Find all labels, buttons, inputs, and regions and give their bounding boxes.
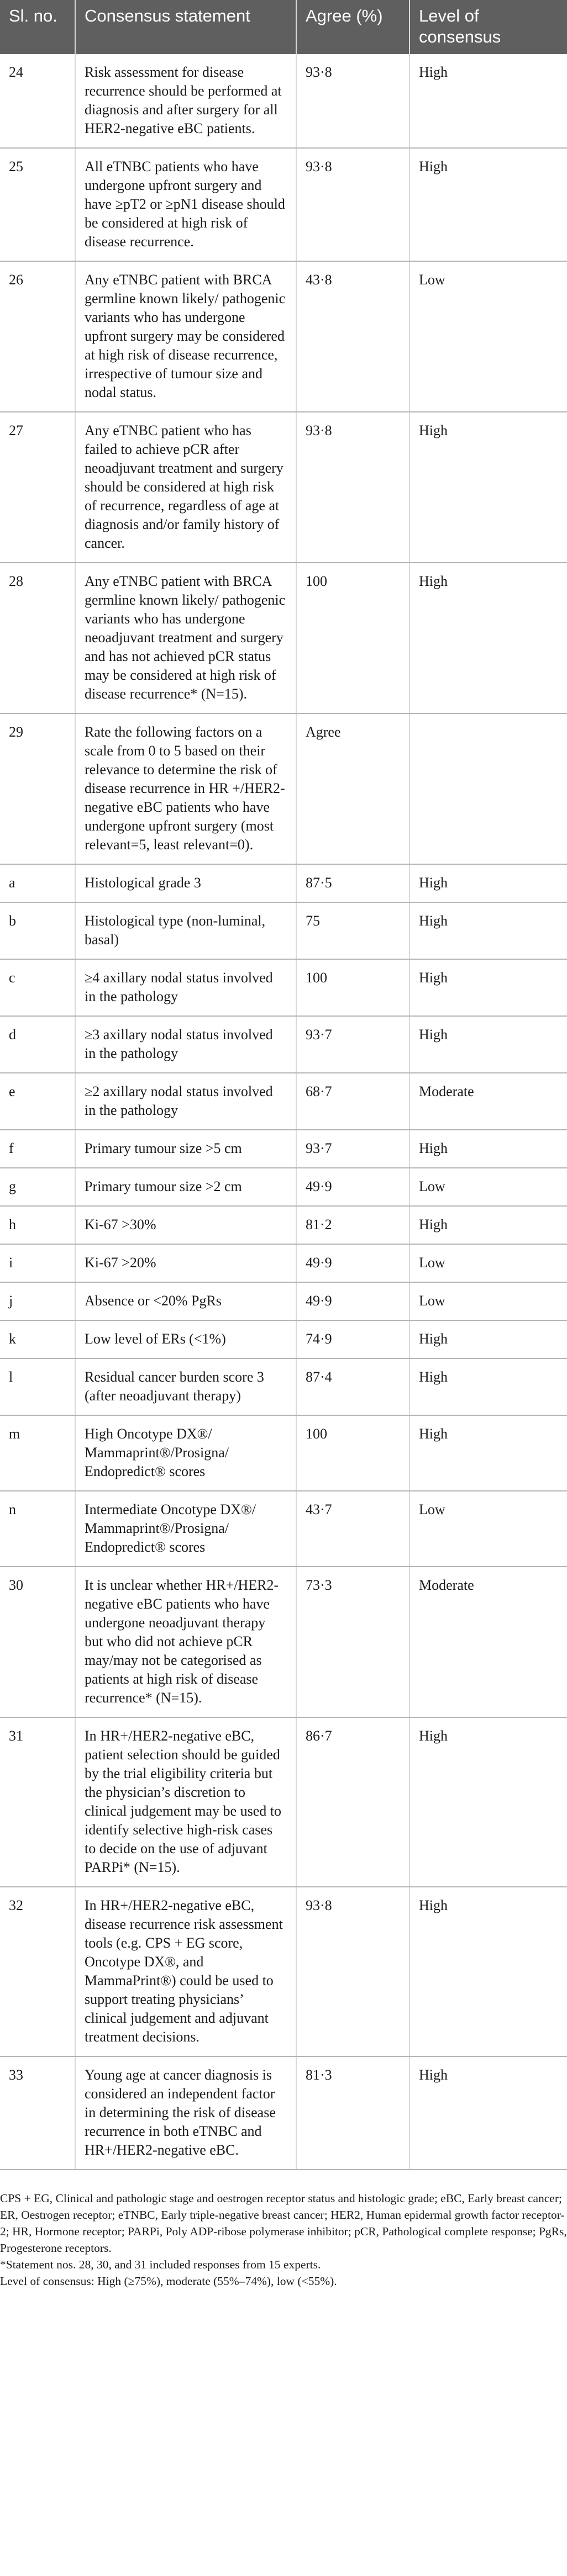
cell-level-of-consensus: High xyxy=(410,1887,567,2056)
cell-consensus-statement: ≥2 axillary nodal status involved in the pathology xyxy=(75,1073,296,1130)
cell-agree-percent: 49·9 xyxy=(296,1244,410,1282)
cell-sl-no: 32 xyxy=(0,1887,75,2056)
cell-agree-percent: 93·8 xyxy=(296,54,410,148)
cell-level-of-consensus: Low xyxy=(410,1168,567,1206)
cell-agree-percent: 93·7 xyxy=(296,1016,410,1073)
cell-level-of-consensus: Moderate xyxy=(410,1567,567,1717)
cell-agree-percent: 49·9 xyxy=(296,1168,410,1206)
table-row xyxy=(0,1206,567,1244)
cell-level-of-consensus: High xyxy=(410,2056,567,2170)
table-row xyxy=(0,864,567,902)
cell-consensus-statement: Primary tumour size >2 cm xyxy=(75,1168,296,1206)
cell-agree-percent: 87·5 xyxy=(296,864,410,902)
cell-sl-no: j xyxy=(0,1282,75,1320)
cell-consensus-statement: Histological grade 3 xyxy=(75,864,296,902)
footnote-abbreviations: CPS + EG, Clinical and pathologic stage and oestrogen receptor status and histologic grade; eBC, Early breast cancer; ER, Oestrogen receptor; eTNBC, Early triple-negative breast cancer; HER2, Human epidermal growth factor receptor-2; HR, Hormone receptor; PARPi, Poly ADP-ribose polymerase inhibitor; pCR, Pathological complete response; PgRs, Progesterone receptors. xyxy=(0,2192,567,2255)
table-row xyxy=(0,148,567,261)
cell-level-of-consensus: High xyxy=(410,959,567,1016)
table-row xyxy=(0,563,567,713)
cell-consensus-statement: Risk assessment for disease recurrence should be performed at diagnosis and after surgery for all HER2-negative eBC patients. xyxy=(75,54,296,148)
cell-sl-no: a xyxy=(0,864,75,902)
cell-level-of-consensus: High xyxy=(410,902,567,959)
cell-agree-percent: 81·2 xyxy=(296,1206,410,1244)
cell-agree-percent: 43·7 xyxy=(296,1491,410,1567)
cell-consensus-statement: Young age at cancer diagnosis is considered an independent factor in determining the risk of disease recurrence in both eTNBC and HR+/HER2-negative eBC. xyxy=(75,2056,296,2170)
cell-consensus-statement: In HR+/HER2-negative eBC, patient selection should be guided by the trial eligibility criteria but the physician’s discretion to clinical judgement may be used to identify selective high-risk cases to decide on the use of adjuvant PARPi* (N=15). xyxy=(75,1717,296,1887)
table-row xyxy=(0,1016,567,1073)
cell-sl-no: n xyxy=(0,1491,75,1567)
cell-consensus-statement: Histological type (non-luminal, basal) xyxy=(75,902,296,959)
cell-consensus-statement: Primary tumour size >5 cm xyxy=(75,1130,296,1168)
cell-agree-percent: 100 xyxy=(296,1415,410,1491)
cell-sl-no: 31 xyxy=(0,1717,75,1887)
cell-sl-no: d xyxy=(0,1016,75,1073)
cell-level-of-consensus: Low xyxy=(410,1282,567,1320)
cell-sl-no: 26 xyxy=(0,261,75,412)
cell-level-of-consensus: High xyxy=(410,1016,567,1073)
cell-sl-no: g xyxy=(0,1168,75,1206)
table-row xyxy=(0,1244,567,1282)
cell-sl-no: c xyxy=(0,959,75,1016)
cell-agree-percent: 100 xyxy=(296,959,410,1016)
header-row xyxy=(0,0,567,54)
cell-level-of-consensus: Low xyxy=(410,1491,567,1567)
cell-agree-percent: 87·4 xyxy=(296,1358,410,1415)
table-row xyxy=(0,1358,567,1415)
table-row xyxy=(0,713,567,864)
table-row xyxy=(0,1567,567,1717)
cell-level-of-consensus: High xyxy=(410,563,567,713)
cell-sl-no: f xyxy=(0,1130,75,1168)
cell-sl-no: 28 xyxy=(0,563,75,713)
cell-sl-no: 24 xyxy=(0,54,75,148)
table-row xyxy=(0,902,567,959)
cell-level-of-consensus: High xyxy=(410,1415,567,1491)
cell-consensus-statement: Any eTNBC patient who has failed to achieve pCR after neoadjuvant treatment and surgery should be considered at high risk of recurrence, regardless of age at diagnosis and/or family history of cancer. xyxy=(75,412,296,563)
table-body xyxy=(0,54,567,2170)
cell-agree-percent: Agree xyxy=(296,713,410,864)
header-level-of-consensus: Level of consensus xyxy=(419,6,501,46)
cell-sl-no: 25 xyxy=(0,148,75,261)
cell-sl-no: 33 xyxy=(0,2056,75,2170)
cell-consensus-statement: It is unclear whether HR+/HER2-negative eBC patients who have undergone neoadjuvant therapy but who did not achieve pCR may/may not be categorised as patients at high risk of disease recurrence* (N=15). xyxy=(75,1567,296,1717)
cell-level-of-consensus: Low xyxy=(410,1244,567,1282)
cell-consensus-statement: In HR+/HER2-negative eBC, disease recurrence risk assessment tools (e.g. CPS + EG score, Oncotype DX®, and MammaPrint®) could be used to support treating physicians’ clinical judgement and adjuvant treatment decisions. xyxy=(75,1887,296,2056)
table-header xyxy=(0,0,567,54)
table-row xyxy=(0,1415,567,1491)
table-row xyxy=(0,1130,567,1168)
cell-level-of-consensus: High xyxy=(410,148,567,261)
table-footnotes xyxy=(0,2170,567,2289)
cell-agree-percent: 93·7 xyxy=(296,1130,410,1168)
cell-agree-percent: 43·8 xyxy=(296,261,410,412)
cell-consensus-statement: ≥3 axillary nodal status involved in the pathology xyxy=(75,1016,296,1073)
cell-agree-percent: 100 xyxy=(296,563,410,713)
cell-sl-no: 30 xyxy=(0,1567,75,1717)
cell-agree-percent: 81·3 xyxy=(296,2056,410,2170)
table-row xyxy=(0,412,567,563)
cell-agree-percent: 93·8 xyxy=(296,412,410,563)
header-sl-no: Sl. no. xyxy=(0,0,75,54)
footnote-asterisk: *Statement nos. 28, 30, and 31 included responses from 15 experts. xyxy=(0,2258,321,2271)
table-row xyxy=(0,261,567,412)
cell-consensus-statement: All eTNBC patients who have undergone upfront surgery and have ≥pT2 or ≥pN1 disease should be considered at high risk of disease recurrence. xyxy=(75,148,296,261)
cell-agree-percent: 74·9 xyxy=(296,1320,410,1358)
cell-agree-percent: 49·9 xyxy=(296,1282,410,1320)
cell-level-of-consensus: High xyxy=(410,864,567,902)
cell-consensus-statement: Residual cancer burden score 3 (after neoadjuvant therapy) xyxy=(75,1358,296,1415)
cell-level-of-consensus: High xyxy=(410,1130,567,1168)
cell-sl-no: e xyxy=(0,1073,75,1130)
cell-level-of-consensus: High xyxy=(410,54,567,148)
cell-agree-percent: 86·7 xyxy=(296,1717,410,1887)
cell-sl-no: k xyxy=(0,1320,75,1358)
cell-consensus-statement: High Oncotype DX®/ Mammaprint®/Prosigna/ Endopredict® scores xyxy=(75,1415,296,1491)
cell-consensus-statement: Ki-67 >20% xyxy=(75,1244,296,1282)
cell-sl-no: i xyxy=(0,1244,75,1282)
cell-sl-no: 27 xyxy=(0,412,75,563)
cell-agree-percent: 93·8 xyxy=(296,148,410,261)
cell-sl-no: b xyxy=(0,902,75,959)
cell-consensus-statement: Intermediate Oncotype DX®/ Mammaprint®/Prosigna/ Endopredict® scores xyxy=(75,1491,296,1567)
table-row xyxy=(0,1717,567,1887)
table-row xyxy=(0,2056,567,2170)
cell-sl-no: l xyxy=(0,1358,75,1415)
cell-level-of-consensus: High xyxy=(410,1206,567,1244)
table-row xyxy=(0,1168,567,1206)
table-row xyxy=(0,1491,567,1567)
cell-sl-no: 29 xyxy=(0,713,75,864)
cell-level-of-consensus: Moderate xyxy=(410,1073,567,1130)
cell-level-of-consensus: High xyxy=(410,1717,567,1887)
cell-consensus-statement: Rate the following factors on a scale from 0 to 5 based on their relevance to determine the risk of disease recurrence in HR +/HER2-negative eBC patients who have undergone upfront surgery (most relevant=5, least relevant=0). xyxy=(75,713,296,864)
table-row xyxy=(0,54,567,148)
cell-consensus-statement: Low level of ERs (<1%) xyxy=(75,1320,296,1358)
cell-consensus-statement: Absence or <20% PgRs xyxy=(75,1282,296,1320)
header-agree-percent: Agree (%) xyxy=(296,0,410,54)
header-consensus-statement: Consensus statement xyxy=(75,0,296,54)
cell-agree-percent: 93·8 xyxy=(296,1887,410,2056)
cell-consensus-statement: Any eTNBC patient with BRCA germline known likely/ pathogenic variants who has undergone neoadjuvant treatment and surgery and has not achieved pCR status may be considered at high risk of disease recurrence* (N=15). xyxy=(75,563,296,713)
table-row xyxy=(0,1887,567,2056)
cell-agree-percent: 73·3 xyxy=(296,1567,410,1717)
footnote-levels: Level of consensus: High (≥75%), moderate (55%–74%), low (<55%). xyxy=(0,2275,337,2288)
cell-sl-no: h xyxy=(0,1206,75,1244)
cell-level-of-consensus: High xyxy=(410,1320,567,1358)
cell-consensus-statement: ≥4 axillary nodal status involved in the pathology xyxy=(75,959,296,1016)
cell-level-of-consensus: High xyxy=(410,412,567,563)
cell-level-of-consensus: Low xyxy=(410,261,567,412)
cell-agree-percent: 75 xyxy=(296,902,410,959)
table-row xyxy=(0,1320,567,1358)
cell-consensus-statement: Ki-67 >30% xyxy=(75,1206,296,1244)
cell-sl-no: m xyxy=(0,1415,75,1491)
cell-level-of-consensus: High xyxy=(410,1358,567,1415)
cell-level-of-consensus xyxy=(410,713,567,864)
table-row xyxy=(0,1073,567,1130)
cell-consensus-statement: Any eTNBC patient with BRCA germline known likely/ pathogenic variants who has undergone upfront surgery may be considered at high risk of disease recurrence, irrespective of tumour size and nodal status. xyxy=(75,261,296,412)
table-row xyxy=(0,959,567,1016)
table-row xyxy=(0,1282,567,1320)
cell-agree-percent: 68·7 xyxy=(296,1073,410,1130)
